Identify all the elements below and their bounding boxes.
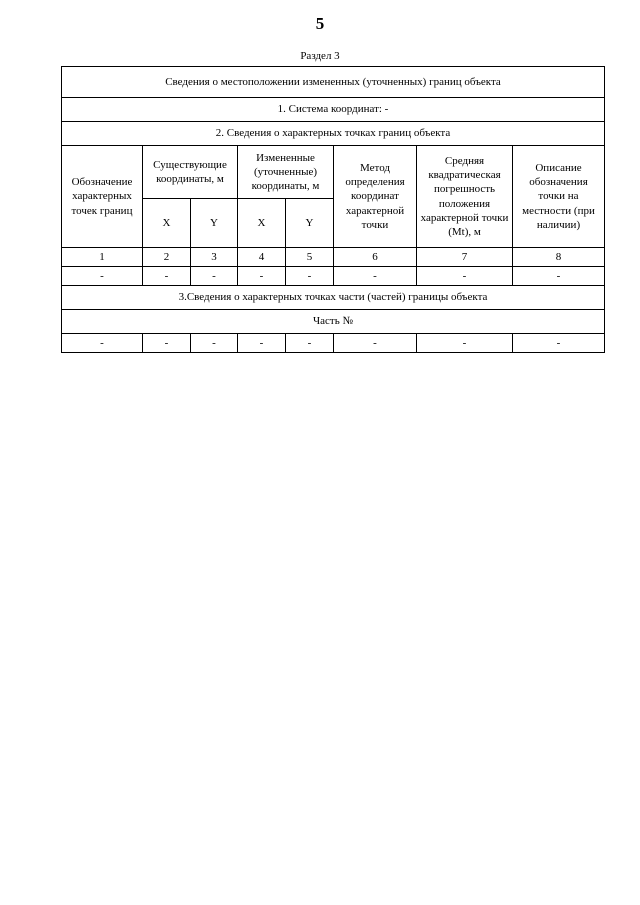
boundary-points-table [61, 66, 605, 353]
column-number: 7 [417, 248, 513, 267]
table-cell: - [513, 267, 605, 286]
header-y-changed: Y [286, 199, 334, 248]
table-cell: - [143, 267, 191, 286]
table-cell: - [143, 334, 191, 353]
table-cell: - [286, 267, 334, 286]
section-label: Раздел 3 [300, 50, 340, 62]
column-number: 6 [334, 248, 417, 267]
table-cell: - [417, 334, 513, 353]
table-cell: - [62, 267, 143, 286]
page-number: 5 [315, 14, 325, 33]
table-cell: - [334, 267, 417, 286]
table-cell: - [334, 334, 417, 353]
table-title: Сведения о местоположении измененных (уточненных) границ объекта [62, 67, 605, 98]
table-cell: - [62, 334, 143, 353]
table-cell: - [417, 267, 513, 286]
section2-title: 2. Сведения о характерных точках границ объекта [62, 122, 605, 146]
table-row [62, 267, 605, 286]
header-description: Описание обозначения точки на местности (при наличии) [513, 146, 605, 248]
column-number: 4 [238, 248, 286, 267]
table-cell: - [238, 267, 286, 286]
header-point-designation: Обозначение характерных точек границ [62, 146, 143, 248]
table-cell: - [238, 334, 286, 353]
header-x-changed: X [238, 199, 286, 248]
header-changed-coords: Измененные (уточненные) координаты, м [238, 146, 334, 199]
table-cell: - [191, 334, 238, 353]
column-number: 2 [143, 248, 191, 267]
part-label: Часть № [62, 310, 605, 334]
column-number: 1 [62, 248, 143, 267]
table-cell: - [513, 334, 605, 353]
header-existing-coords: Существующие координаты, м [143, 146, 238, 199]
header-x-existing: X [143, 199, 191, 248]
column-number: 5 [286, 248, 334, 267]
section3-title: 3.Сведения о характерных точках части (частей) границы объекта [62, 286, 605, 310]
table-row [62, 334, 605, 353]
column-numbers-row [62, 248, 605, 267]
table-cell: - [286, 334, 334, 353]
table-cell: - [191, 267, 238, 286]
header-method: Метод определения координат характерной точки [334, 146, 417, 248]
header-y-existing: Y [191, 199, 238, 248]
column-number: 3 [191, 248, 238, 267]
coordinate-system: 1. Система координат: - [62, 98, 605, 122]
header-mse: Средняя квадратическая погрешность положения характерной точки (Mt), м [417, 146, 513, 248]
column-number: 8 [513, 248, 605, 267]
